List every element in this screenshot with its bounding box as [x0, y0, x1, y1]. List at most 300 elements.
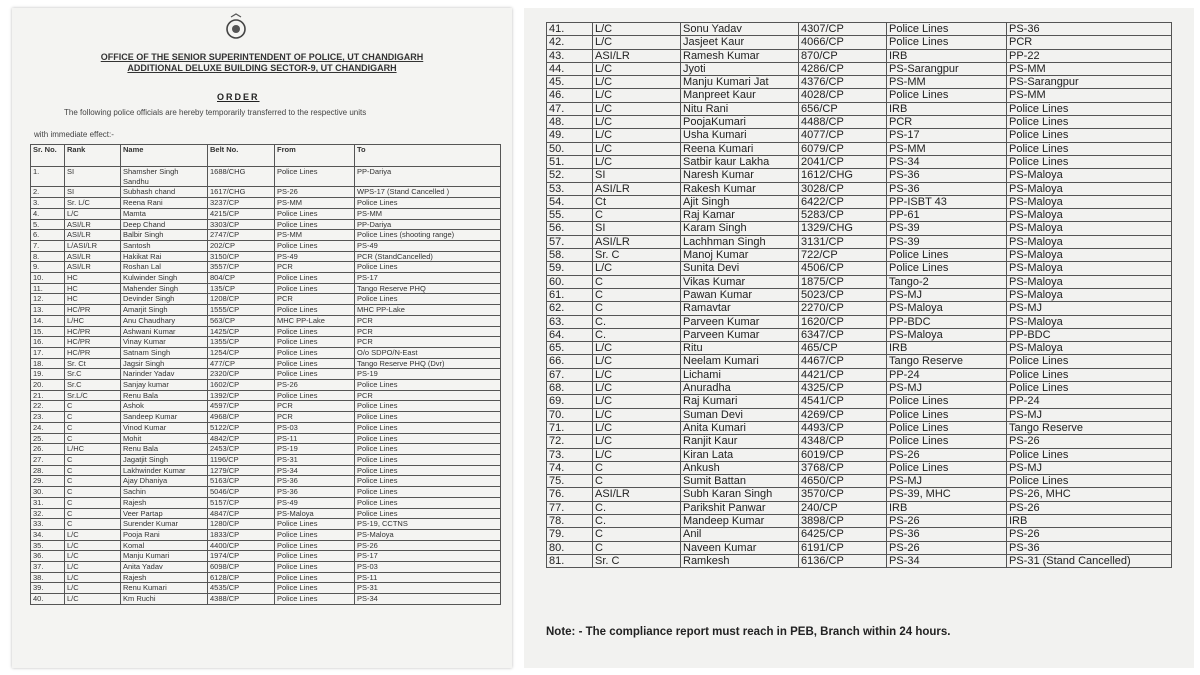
- rank-cell: L/C: [593, 435, 681, 448]
- name-cell: Jagatjit Singh: [121, 454, 208, 465]
- to-cell: IRB: [1007, 514, 1172, 527]
- table-row: [31, 315, 501, 326]
- sr-no-cell: 8.: [31, 251, 65, 262]
- sr-no-cell: 4.: [31, 208, 65, 219]
- sr-no-cell: 56.: [547, 222, 593, 235]
- sr-no-cell: 41.: [547, 23, 593, 36]
- office-heading-line1: OFFICE OF THE SENIOR SUPERINTENDENT OF POLICE, UT CHANDIGARH: [100, 52, 424, 62]
- table-row: [547, 421, 1172, 434]
- to-cell: PS-Maloya: [1007, 275, 1172, 288]
- name-cell: Renu Bala: [121, 390, 208, 401]
- to-cell: PS-26: [1007, 501, 1172, 514]
- rank-cell: C: [65, 454, 121, 465]
- belt-no-cell: 4488/CP: [799, 116, 887, 129]
- from-cell: IRB: [887, 102, 1007, 115]
- sr-no-cell: 58.: [547, 249, 593, 262]
- to-cell: PS-Maloya: [1007, 235, 1172, 248]
- table-row: [547, 395, 1172, 408]
- belt-no-cell: 4215/CP: [208, 208, 275, 219]
- sr-no-cell: 28.: [31, 465, 65, 476]
- to-cell: PS-36: [1007, 541, 1172, 554]
- sr-no-cell: 21.: [31, 390, 65, 401]
- table-row: [31, 412, 501, 423]
- belt-no-cell: 6191/CP: [799, 541, 887, 554]
- from-cell: Police Lines: [275, 167, 355, 187]
- sr-no-cell: 11.: [31, 283, 65, 294]
- name-cell: Roshan Lal: [121, 262, 208, 273]
- belt-no-cell: 4400/CP: [208, 540, 275, 551]
- belt-no-cell: 3557/CP: [208, 262, 275, 273]
- rank-cell: HC: [65, 283, 121, 294]
- from-cell: PS-MJ: [887, 382, 1007, 395]
- sr-no-cell: 39.: [31, 583, 65, 594]
- to-cell: PS-34: [355, 594, 501, 605]
- sr-no-cell: 75.: [547, 475, 593, 488]
- rank-cell: Sr. C: [593, 554, 681, 567]
- sr-no-cell: 72.: [547, 435, 593, 448]
- table-row: [31, 283, 501, 294]
- belt-no-cell: 1280/CP: [208, 519, 275, 530]
- sr-no-cell: 38.: [31, 572, 65, 583]
- from-cell: PS-36: [887, 182, 1007, 195]
- to-cell: PS-Sarangpur: [1007, 76, 1172, 89]
- to-cell: PS-Maloya: [1007, 262, 1172, 275]
- from-cell: Tango-2: [887, 275, 1007, 288]
- intro-line-2: with immediate effect:-: [34, 130, 114, 139]
- rank-cell: C: [593, 275, 681, 288]
- name-cell: Lichami: [681, 368, 799, 381]
- rank-cell: L/C: [593, 155, 681, 168]
- from-cell: Police Lines: [275, 240, 355, 251]
- name-cell: Kulwinder Singh: [121, 273, 208, 284]
- belt-no-cell: 5157/CP: [208, 497, 275, 508]
- to-cell: Police Lines: [1007, 475, 1172, 488]
- belt-no-cell: 4467/CP: [799, 355, 887, 368]
- from-cell: Police Lines: [275, 390, 355, 401]
- to-cell: PCR: [355, 390, 501, 401]
- sr-no-cell: 76.: [547, 488, 593, 501]
- rank-cell: L/C: [593, 368, 681, 381]
- belt-no-cell: 2270/CP: [799, 302, 887, 315]
- name-cell: Jyoti: [681, 62, 799, 75]
- belt-no-cell: 5283/CP: [799, 209, 887, 222]
- name-cell: Parikshit Panwar: [681, 501, 799, 514]
- belt-no-cell: 4325/CP: [799, 382, 887, 395]
- from-cell: Police Lines: [275, 305, 355, 316]
- sr-no-cell: 9.: [31, 262, 65, 273]
- name-cell: Jasjeet Kaur: [681, 36, 799, 49]
- from-cell: PS-MM: [275, 230, 355, 241]
- name-cell: Anita Yadav: [121, 562, 208, 573]
- name-cell: Ramesh Kumar: [681, 49, 799, 62]
- table-row: [31, 294, 501, 305]
- sr-no-cell: 31.: [31, 497, 65, 508]
- rank-cell: C: [593, 288, 681, 301]
- table-row: [31, 305, 501, 316]
- belt-no-cell: 4968/CP: [208, 412, 275, 423]
- column-header: Rank: [65, 145, 121, 167]
- sr-no-cell: 25.: [31, 433, 65, 444]
- from-cell: IRB: [887, 501, 1007, 514]
- belt-no-cell: 3898/CP: [799, 514, 887, 527]
- name-cell: Ajay Dhaniya: [121, 476, 208, 487]
- to-cell: Tango Reserve PHQ (Dvr): [355, 358, 501, 369]
- sr-no-cell: 46.: [547, 89, 593, 102]
- rank-cell: HC/PR: [65, 347, 121, 358]
- transfer-table-right: [546, 22, 1172, 568]
- sr-no-cell: 71.: [547, 421, 593, 434]
- to-cell: Police Lines: [1007, 116, 1172, 129]
- from-cell: Police Lines: [275, 551, 355, 562]
- table-row: [547, 541, 1172, 554]
- from-cell: IRB: [887, 49, 1007, 62]
- name-cell: Rakesh Kumar: [681, 182, 799, 195]
- from-cell: Police Lines: [275, 347, 355, 358]
- name-cell: Anuradha: [681, 382, 799, 395]
- belt-no-cell: 1279/CP: [208, 465, 275, 476]
- from-cell: Police Lines: [275, 529, 355, 540]
- table-row: [547, 182, 1172, 195]
- from-cell: PS-36: [887, 528, 1007, 541]
- from-cell: Police Lines: [887, 36, 1007, 49]
- rank-cell: C.: [593, 514, 681, 527]
- to-cell: PS-17: [355, 551, 501, 562]
- rank-cell: L/C: [593, 116, 681, 129]
- rank-cell: L/C: [593, 382, 681, 395]
- rank-cell: ASI/LR: [65, 230, 121, 241]
- name-cell: Sachin: [121, 487, 208, 498]
- rank-cell: L/C: [593, 89, 681, 102]
- belt-no-cell: 870/CP: [799, 49, 887, 62]
- table-row: [547, 249, 1172, 262]
- from-cell: PS-MJ: [887, 288, 1007, 301]
- from-cell: Police Lines: [887, 249, 1007, 262]
- name-cell: Neelam Kumari: [681, 355, 799, 368]
- name-cell: Pawan Kumar: [681, 288, 799, 301]
- table-row: [547, 155, 1172, 168]
- table-row: [547, 488, 1172, 501]
- table-row: [31, 444, 501, 455]
- sr-no-cell: 17.: [31, 347, 65, 358]
- sr-no-cell: 10.: [31, 273, 65, 284]
- from-cell: PS-39, MHC: [887, 488, 1007, 501]
- name-cell: Manju Kumari Jat: [681, 76, 799, 89]
- name-cell: Rajesh: [121, 497, 208, 508]
- from-cell: PS-17: [887, 129, 1007, 142]
- rank-cell: C.: [593, 501, 681, 514]
- name-cell: Santosh: [121, 240, 208, 251]
- belt-no-cell: 4348/CP: [799, 435, 887, 448]
- table-row: [31, 583, 501, 594]
- to-cell: PP-BDC: [1007, 328, 1172, 341]
- belt-no-cell: 3028/CP: [799, 182, 887, 195]
- name-cell: Satnam Singh: [121, 347, 208, 358]
- rank-cell: L/ASI/LR: [65, 240, 121, 251]
- to-cell: PP-Dariya: [355, 219, 501, 230]
- name-cell: Manoj Kumar: [681, 249, 799, 262]
- sr-no-cell: 22.: [31, 401, 65, 412]
- name-cell: Nitu Rani: [681, 102, 799, 115]
- to-cell: Police Lines: [355, 294, 501, 305]
- table-row: [547, 315, 1172, 328]
- rank-cell: C: [65, 487, 121, 498]
- sr-no-cell: 15.: [31, 326, 65, 337]
- rank-cell: Ct: [593, 195, 681, 208]
- sr-no-cell: 62.: [547, 302, 593, 315]
- belt-no-cell: 2453/CP: [208, 444, 275, 455]
- from-cell: Tango Reserve: [887, 355, 1007, 368]
- to-cell: PCR (StandCancelled): [355, 251, 501, 262]
- table-row: [31, 240, 501, 251]
- from-cell: Police Lines: [275, 594, 355, 605]
- table-row: [31, 476, 501, 487]
- from-cell: PS-34: [887, 554, 1007, 567]
- rank-cell: L/C: [593, 142, 681, 155]
- to-cell: PS-MM: [1007, 62, 1172, 75]
- sr-no-cell: 43.: [547, 49, 593, 62]
- rank-cell: Sr.C: [65, 380, 121, 391]
- to-cell: PS-Maloya: [1007, 195, 1172, 208]
- name-cell: Deep Chand: [121, 219, 208, 230]
- to-cell: PS-31 (Stand Cancelled): [1007, 554, 1172, 567]
- belt-no-cell: 4077/CP: [799, 129, 887, 142]
- name-cell: Renu Kumari: [121, 583, 208, 594]
- sr-no-cell: 27.: [31, 454, 65, 465]
- name-cell: Km Ruchi: [121, 594, 208, 605]
- rank-cell: C: [65, 497, 121, 508]
- from-cell: PS-Maloya: [887, 328, 1007, 341]
- belt-no-cell: 6079/CP: [799, 142, 887, 155]
- name-cell: Pooja Rani: [121, 529, 208, 540]
- belt-no-cell: 4388/CP: [208, 594, 275, 605]
- name-cell: Ritu: [681, 342, 799, 355]
- to-cell: Tango Reserve PHQ: [355, 283, 501, 294]
- belt-no-cell: 2747/CP: [208, 230, 275, 241]
- rank-cell: SI: [65, 167, 121, 187]
- name-cell: Sandeep Kumar: [121, 412, 208, 423]
- table-row: [547, 554, 1172, 567]
- compliance-note: Note: - The compliance report must reach in PEB, Branch within 24 hours.: [546, 626, 951, 638]
- table-row: [31, 390, 501, 401]
- to-cell: Police Lines: [355, 487, 501, 498]
- name-cell: Sanjay kumar: [121, 380, 208, 391]
- name-cell: Anita Kumari: [681, 421, 799, 434]
- sr-no-cell: 63.: [547, 315, 593, 328]
- name-cell: Devinder Singh: [121, 294, 208, 305]
- table-row: [31, 230, 501, 241]
- table-row: [31, 251, 501, 262]
- belt-no-cell: 1620/CP: [799, 315, 887, 328]
- from-cell: PCR: [275, 401, 355, 412]
- table-row: [31, 551, 501, 562]
- rank-cell: L/C: [593, 395, 681, 408]
- from-cell: PCR: [887, 116, 1007, 129]
- rank-cell: L/C: [593, 76, 681, 89]
- from-cell: Police Lines: [887, 23, 1007, 36]
- name-cell: Manju Kumari: [121, 551, 208, 562]
- name-cell: Kiran Lata: [681, 448, 799, 461]
- rank-cell: L/C: [593, 342, 681, 355]
- table-row: [547, 288, 1172, 301]
- from-cell: PS-26: [275, 187, 355, 198]
- to-cell: Police Lines: [1007, 382, 1172, 395]
- table-row: [31, 380, 501, 391]
- rank-cell: C: [65, 433, 121, 444]
- table-row: [547, 49, 1172, 62]
- to-cell: PS-17: [355, 273, 501, 284]
- name-cell: Vinod Kumar: [121, 422, 208, 433]
- table-row: [547, 195, 1172, 208]
- belt-no-cell: 5122/CP: [208, 422, 275, 433]
- sr-no-cell: 44.: [547, 62, 593, 75]
- from-cell: PS-31: [275, 454, 355, 465]
- from-cell: Police Lines: [275, 583, 355, 594]
- from-cell: PS-26: [887, 514, 1007, 527]
- name-cell: Reena Kumari: [681, 142, 799, 155]
- sr-no-cell: 45.: [547, 76, 593, 89]
- from-cell: Police Lines: [275, 219, 355, 230]
- sr-no-cell: 65.: [547, 342, 593, 355]
- name-cell: Subh Karan Singh: [681, 488, 799, 501]
- name-cell: Naresh Kumar: [681, 169, 799, 182]
- rank-cell: L/HC: [65, 315, 121, 326]
- sr-no-cell: 49.: [547, 129, 593, 142]
- rank-cell: L/C: [65, 562, 121, 573]
- sr-no-cell: 35.: [31, 540, 65, 551]
- name-cell: Ramavtar: [681, 302, 799, 315]
- rank-cell: HC/PR: [65, 305, 121, 316]
- name-cell: Balbir Singh: [121, 230, 208, 241]
- to-cell: PS-Maloya: [1007, 182, 1172, 195]
- belt-no-cell: 656/CP: [799, 102, 887, 115]
- table-row: [31, 454, 501, 465]
- rank-cell: L/C: [593, 129, 681, 142]
- table-row: [31, 508, 501, 519]
- table-row: [547, 302, 1172, 315]
- name-cell: Lakhwinder Kumar: [121, 465, 208, 476]
- rank-cell: ASI/LR: [593, 182, 681, 195]
- from-cell: PP-61: [887, 209, 1007, 222]
- sr-no-cell: 37.: [31, 562, 65, 573]
- name-cell: Raj Kumari: [681, 395, 799, 408]
- table-row: [31, 487, 501, 498]
- from-cell: Police Lines: [887, 89, 1007, 102]
- table-row: [547, 342, 1172, 355]
- from-cell: Police Lines: [275, 208, 355, 219]
- sr-no-cell: 33.: [31, 519, 65, 530]
- sr-no-cell: 34.: [31, 529, 65, 540]
- to-cell: PCR: [355, 337, 501, 348]
- table-header-row: [31, 145, 501, 167]
- to-cell: Police Lines: [355, 198, 501, 209]
- belt-no-cell: 3768/CP: [799, 461, 887, 474]
- belt-no-cell: 6128/CP: [208, 572, 275, 583]
- belt-no-cell: 135/CP: [208, 283, 275, 294]
- to-cell: PS-36: [1007, 23, 1172, 36]
- belt-no-cell: 3303/CP: [208, 219, 275, 230]
- sr-no-cell: 64.: [547, 328, 593, 341]
- to-cell: Police Lines: [1007, 142, 1172, 155]
- sr-no-cell: 16.: [31, 337, 65, 348]
- name-cell: Raj Kamar: [681, 209, 799, 222]
- name-cell: Mahender Singh: [121, 283, 208, 294]
- table-row: [547, 169, 1172, 182]
- name-cell: Ranjit Kaur: [681, 435, 799, 448]
- belt-no-cell: 1875/CP: [799, 275, 887, 288]
- from-cell: PP-24: [887, 368, 1007, 381]
- from-cell: Police Lines: [887, 435, 1007, 448]
- sr-no-cell: 68.: [547, 382, 593, 395]
- to-cell: PS-19: [355, 369, 501, 380]
- from-cell: Police Lines: [887, 262, 1007, 275]
- name-cell: Reena Rani: [121, 198, 208, 209]
- from-cell: PS-36: [887, 169, 1007, 182]
- name-cell: PoojaKumari: [681, 116, 799, 129]
- rank-cell: ASI/LR: [65, 251, 121, 262]
- name-cell: Parveen Kumar: [681, 328, 799, 341]
- from-cell: Police Lines: [275, 572, 355, 583]
- table-row: [547, 76, 1172, 89]
- from-cell: Police Lines: [275, 337, 355, 348]
- table-row: [547, 209, 1172, 222]
- rank-cell: L/C: [65, 551, 121, 562]
- rank-cell: C: [65, 508, 121, 519]
- rank-cell: L/C: [593, 421, 681, 434]
- to-cell: PS-Maloya: [355, 529, 501, 540]
- table-row: [547, 355, 1172, 368]
- belt-no-cell: 3570/CP: [799, 488, 887, 501]
- column-header: Name: [121, 145, 208, 167]
- name-cell: Renu Bala: [121, 444, 208, 455]
- belt-no-cell: 1555/CP: [208, 305, 275, 316]
- table-row: [547, 501, 1172, 514]
- table-row: [31, 562, 501, 573]
- sr-no-cell: 69.: [547, 395, 593, 408]
- sr-no-cell: 42.: [547, 36, 593, 49]
- from-cell: PCR: [275, 262, 355, 273]
- table-row: [31, 433, 501, 444]
- sr-no-cell: 1.: [31, 167, 65, 187]
- to-cell: Police Lines: [355, 433, 501, 444]
- from-cell: PS-39: [887, 235, 1007, 248]
- to-cell: PS-26: [1007, 528, 1172, 541]
- from-cell: PS-MM: [887, 76, 1007, 89]
- sr-no-cell: 47.: [547, 102, 593, 115]
- rank-cell: ASI/LR: [593, 488, 681, 501]
- belt-no-cell: 6136/CP: [799, 554, 887, 567]
- to-cell: PP-24: [1007, 395, 1172, 408]
- table-row: [547, 514, 1172, 527]
- belt-no-cell: 465/CP: [799, 342, 887, 355]
- rank-cell: HC: [65, 294, 121, 305]
- sr-no-cell: 19.: [31, 369, 65, 380]
- table-row: [547, 328, 1172, 341]
- from-cell: PS-36: [275, 487, 355, 498]
- from-cell: Police Lines: [275, 369, 355, 380]
- belt-no-cell: 722/CP: [799, 249, 887, 262]
- rank-cell: ASI/LR: [593, 235, 681, 248]
- table-row: [31, 187, 501, 198]
- rank-cell: C: [593, 461, 681, 474]
- belt-no-cell: 6425/CP: [799, 528, 887, 541]
- from-cell: PCR: [275, 412, 355, 423]
- name-cell: Ashok: [121, 401, 208, 412]
- to-cell: PCR: [1007, 36, 1172, 49]
- to-cell: MHC PP-Lake: [355, 305, 501, 316]
- belt-no-cell: 4847/CP: [208, 508, 275, 519]
- table-row: [31, 167, 501, 187]
- police-emblem-icon: [224, 12, 248, 42]
